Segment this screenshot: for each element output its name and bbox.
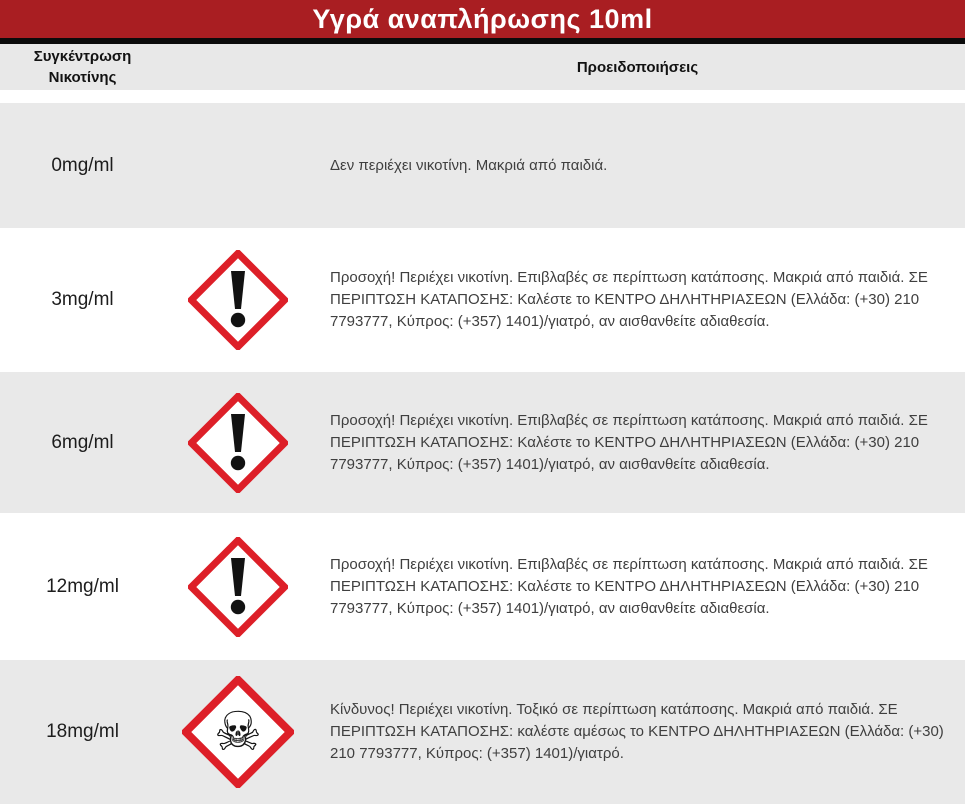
warning-text: Δεν περιέχει νικοτίνη. Μακριά από παιδιά.	[330, 156, 608, 174]
table-row-6mg	[0, 372, 965, 513]
concentration-value: 0mg/ml	[51, 154, 114, 176]
page-title: Υγρά αναπλήρωσης 10ml	[312, 3, 653, 34]
concentration-value: 12mg/ml	[46, 575, 119, 597]
ghs-exclamation-icon	[188, 393, 288, 493]
warning-text: Προσοχή! Περιέχει νικοτίνη. Επιβλαβές σε περίπτωση κατάποσης. Μακριά από παιδιά. ΣΕ ΠΕΡΙΠΤΩΣΗ ΚΑΤΑΠΟΣΗΣ: Καλέστε το ΚΕΝΤΡΟ ΔΗΛΗΤΗΡΙΑΣΕΩΝ (Ελλάδα: (+30) 210 7793777, Κύπρος: (+357) 1401)/γιατρό, αν αισθανθείτε αδιαθεσία.	[330, 411, 928, 473]
skull-glyph: ☠	[213, 699, 262, 763]
ghs-skull-crossbones-icon	[182, 676, 294, 788]
column-header-warnings: Προειδοποιήσεις	[576, 58, 699, 76]
table-row-0mg	[0, 103, 965, 228]
ghs-exclamation-icon	[188, 250, 288, 350]
ghs-exclamation-icon	[188, 537, 288, 637]
column-header-concentration: Συγκέντρωση Νικοτίνης	[33, 48, 132, 86]
pictogram-cell	[165, 676, 310, 788]
warning-text: Προσοχή! Περιέχει νικοτίνη. Επιβλαβές σε περίπτωση κατάποσης. Μακριά από παιδιά. ΣΕ ΠΕΡΙΠΤΩΣΗ ΚΑΤΑΠΟΣΗΣ: Καλέστε το ΚΕΝΤΡΟ ΔΗΛΗΤΗΡΙΑΣΕΩΝ (Ελλάδα: (+30) 210 7793777, Κύπρος: (+357) 1401)/γιατρό, αν αισθανθείτε αδιαθεσία.	[330, 269, 928, 330]
concentration-value: 3mg/ml	[51, 289, 114, 310]
table-row-18mg	[0, 660, 965, 804]
header-gap	[0, 90, 965, 103]
pictogram-cell	[165, 537, 310, 637]
warning-text: Κίνδυνος! Περιέχει νικοτίνη. Τοξικό σε περίπτωση κατάποσης. Μακριά από παιδιά. ΣΕ ΠΕΡΙΠΤΩΣΗ ΚΑΤΑΠΟΣΗΣ: καλέστε αμέσως το ΚΕΝΤΡΟ ΔΗΛΗΤΗΡΙΑΣΕΩΝ (Ελλάδα: (+30) 210 7793777, Κύπρος: (+357) 1401)/γιατρό.	[330, 701, 944, 762]
table-row-3mg	[0, 228, 965, 372]
concentration-value: 18mg/ml	[46, 721, 119, 742]
concentration-value: 6mg/ml	[51, 431, 114, 453]
table-header-row	[0, 44, 965, 90]
pictogram-cell	[165, 393, 310, 493]
warning-text: Προσοχή! Περιέχει νικοτίνη. Επιβλαβές σε περίπτωση κατάποσης. Μακριά από παιδιά. ΣΕ ΠΕΡΙΠΤΩΣΗ ΚΑΤΑΠΟΣΗΣ: Καλέστε το ΚΕΝΤΡΟ ΔΗΛΗΤΗΡΙΑΣΕΩΝ (Ελλάδα: (+30) 210 7793777, Κύπρος: (+357) 1401)/γιατρό, αν αισθανθείτε αδιαθεσία.	[330, 555, 928, 617]
title-banner	[0, 0, 965, 38]
table-row-12mg	[0, 513, 965, 660]
pictogram-cell	[165, 250, 310, 350]
